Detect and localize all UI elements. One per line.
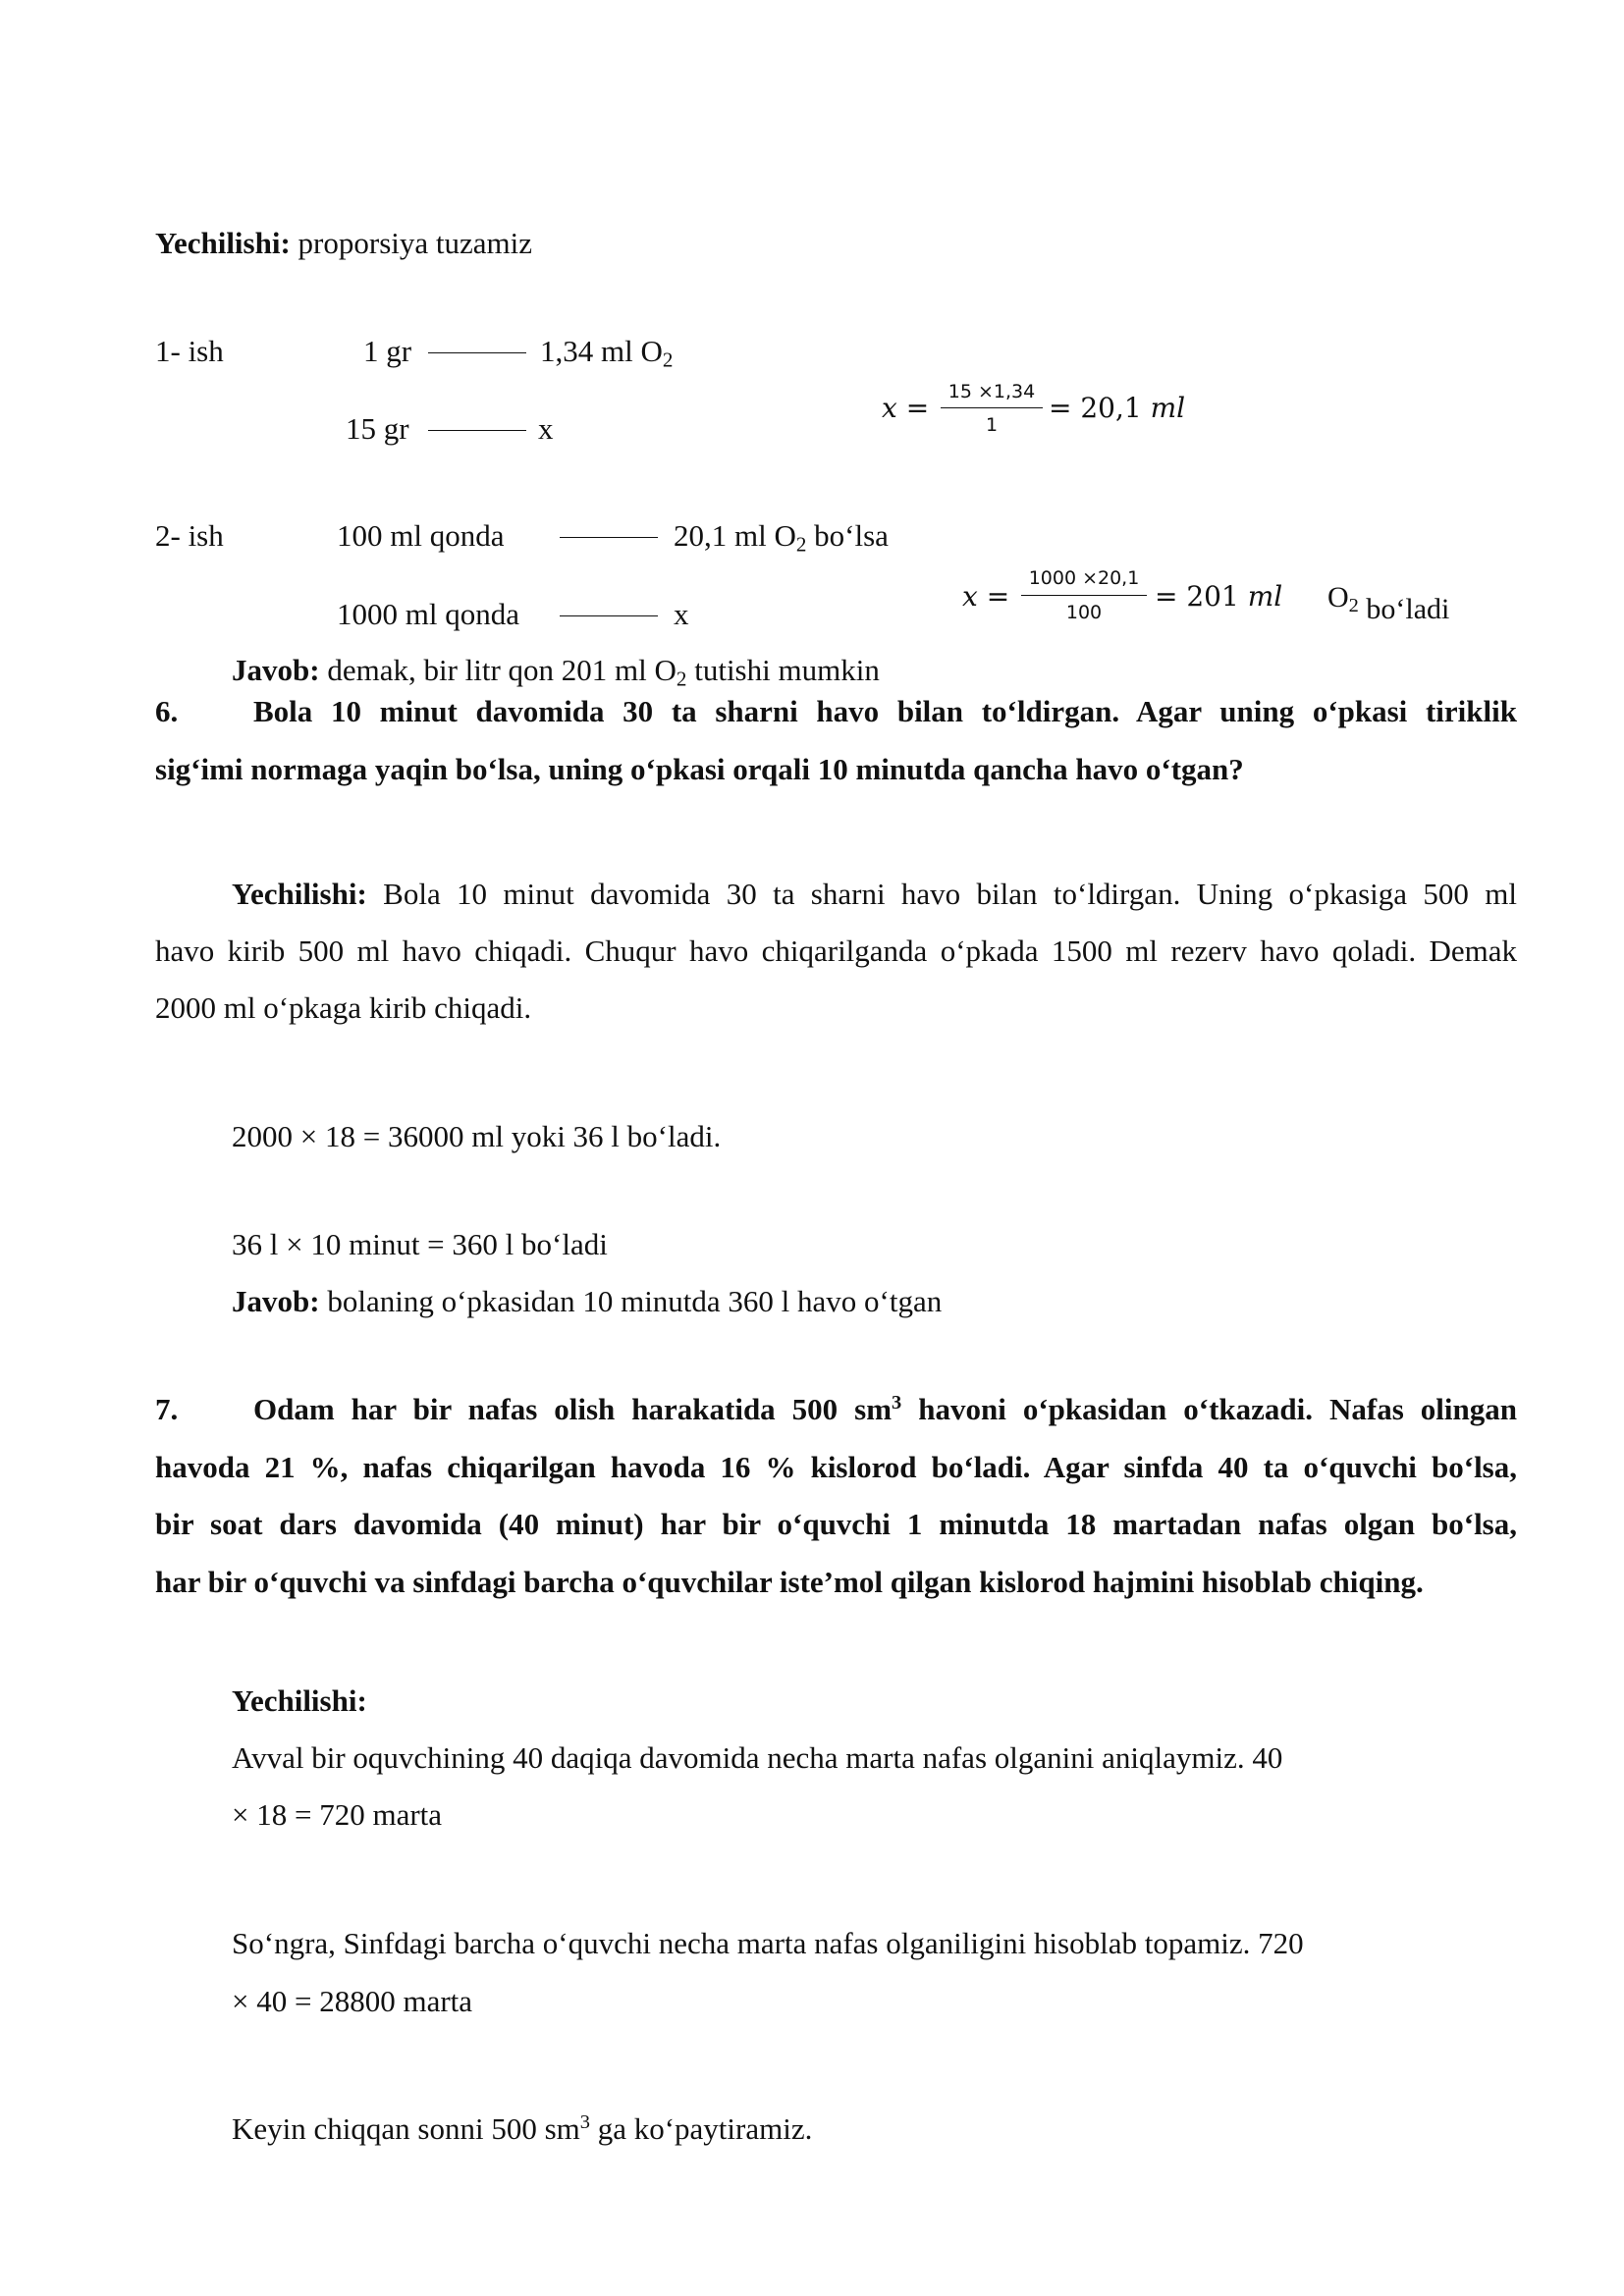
- ish1-formula-bar: [941, 407, 1043, 408]
- task6-solution-line2: havo kirib 500 ml havo chiqadi. Chuqur havo chiqarilganda o‘pkada 1500 ml rezerv havo qoladi. Demak: [155, 934, 1517, 968]
- task6-calc2: 36 l × 10 minut = 360 l bo‘ladi: [232, 1227, 608, 1261]
- ish2-row2-right: x: [674, 597, 689, 631]
- ish1-formula-denominator: 1: [985, 414, 999, 436]
- sol5-answer-line: Javob: demak, bir litr qon 201 ml $O_2$ tutishi mumkin: [232, 653, 880, 691]
- ish2-row2-dash: [560, 615, 658, 616]
- ish1-row1-dash: [428, 352, 526, 353]
- task7-step1-line1: Avval bir oquvchining 40 daqiqa davomida necha marta nafas olganini aniqlaymiz. 40: [232, 1740, 1283, 1775]
- ish1-row1-right: [540, 334, 674, 372]
- task7-step3: Keyin chiqqan sonni 500 $sm^3$ ga ko‘paytiramiz.: [232, 2110, 813, 2146]
- task7-step2-line1: So‘ngra, Sinfdagi barcha o‘quvchi necha marta nafas olganiligini hisoblab topamiz. 720: [232, 1926, 1304, 1960]
- task6-line2: sig‘imi normaga yaqin bo‘lsa, uning o‘pkasi orqali 10 minutda qancha havo o‘tgan?: [155, 752, 1244, 786]
- ish2-row1-right: 20,1 ml $O_2$ bo‘lsa: [674, 518, 889, 557]
- ish1-formula-fraction: [941, 381, 1043, 440]
- ish2-row2-left: 1000 ml qonda: [337, 597, 519, 631]
- task6-solution-line1: Yechilishi: Bola 10 minut davomida 30 ta sharni havo bilan to‘ldirgan. Uning o‘pkasiga 500 ml: [232, 877, 1517, 911]
- solution-intro-line: [155, 226, 532, 261]
- task7-line2: havoda 21 %, nafas chiqarilgan havoda 16 % kislorod bo‘ladi. Agar sinfda 40 ta o‘quvchi bo‘lsa,: [155, 1450, 1517, 1484]
- ish1-label: 1- ish: [155, 334, 224, 368]
- task7-step1-line2: × 18 = 720 marta: [232, 1797, 443, 1832]
- ish1-row2-dash: [428, 430, 526, 431]
- ish1-row2-left: 15 gr: [346, 411, 409, 446]
- task7-number: 7.: [155, 1392, 179, 1426]
- ish2-formula-fraction: [1021, 567, 1147, 628]
- yechilishi-label: Yechilishi:: [155, 226, 291, 260]
- ish2-label: 2- ish: [155, 518, 224, 553]
- ish2-row1-dash: [560, 537, 658, 538]
- ish1-row1-right-sub: 2: [662, 347, 674, 372]
- task6-line1: Bola 10 minut davomida 30 ta sharni havo bilan to‘ldirgan. Agar uning o‘pkasi tiriklik: [253, 694, 1517, 728]
- ish1-formula-lhs: x =: [882, 392, 930, 424]
- ish1-row2-right: x: [538, 411, 554, 446]
- ish2-formula-numerator: 1000 ×20,1: [1028, 567, 1140, 589]
- ish1-row1-left: 1 gr: [363, 334, 412, 368]
- task6-number: 6.: [155, 694, 179, 728]
- ish2-formula-tail: $O_2$ bo‘ladi: [1327, 581, 1450, 625]
- ish1-formula-numerator: 15 ×1,34: [947, 381, 1036, 402]
- ish2-formula-denominator: 100: [1065, 602, 1103, 623]
- task7-line3: bir soat dars davomida (40 minut) har bir o‘quvchi 1 minutda 18 martadan nafas olgan bo‘lsa,: [155, 1507, 1517, 1541]
- ish1-row1-right-main: 1,34 ml O: [540, 334, 663, 368]
- task6-calc1: 2000 × 18 = 36000 ml yoki 36 l bo‘ladi.: [232, 1119, 722, 1153]
- task7-line1: Odam har bir nafas olish harakatida 500 $sm^3$ havoni o‘pkasidan o‘tkazadi. Nafas olingan: [253, 1391, 1517, 1426]
- task6-solution-line3: 2000 ml o‘pkaga kirib chiqadi.: [155, 990, 532, 1025]
- task7-line4: har bir o‘quvchi va sinfdagi barcha o‘quvchilar iste’mol qilgan kislorod hajmini hisoblab chiqing.: [155, 1565, 1424, 1599]
- task7-step2-line2: × 40 = 28800 marta: [232, 1984, 473, 2018]
- javob-label: Javob:: [232, 653, 320, 687]
- task6-answer-line: Javob: bolaning o‘pkasidan 10 minutda 360 l havo o‘tgan: [232, 1284, 943, 1318]
- ish2-formula-bar: [1021, 595, 1147, 596]
- intro-text: proporsiya tuzamiz: [290, 226, 532, 260]
- ish2-row1-left: 100 ml qonda: [337, 518, 505, 553]
- ish1-formula-rhs: = 20,1 ml: [1049, 392, 1186, 424]
- task7-yechilishi-label: Yechilishi:: [232, 1683, 367, 1718]
- ish2-formula-rhs: = 201 ml: [1155, 580, 1283, 613]
- ish2-formula-lhs: x =: [962, 580, 1010, 613]
